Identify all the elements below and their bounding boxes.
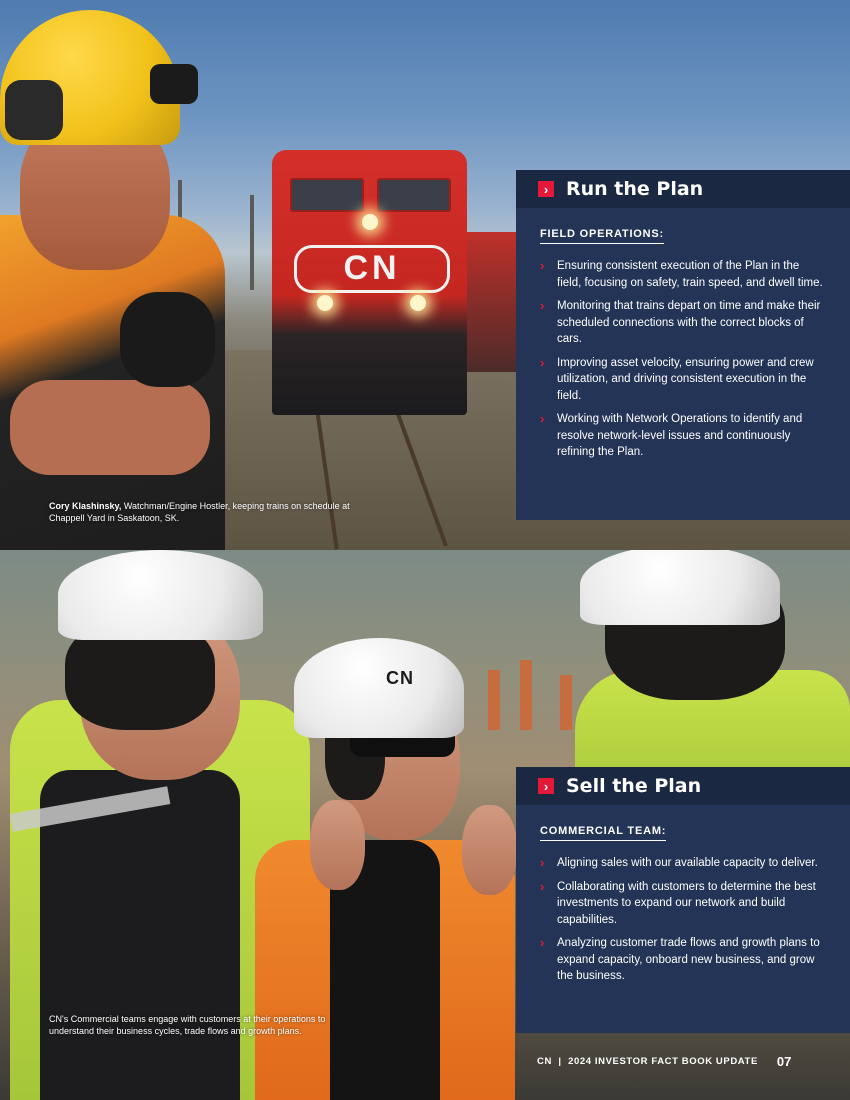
chevron-right-icon: › <box>538 181 554 197</box>
background-post <box>520 660 532 730</box>
panel-header <box>516 767 850 805</box>
bullet-item <box>540 935 826 985</box>
earmuff <box>5 80 63 140</box>
page-footer <box>537 1054 797 1069</box>
panel-title: Run the Plan <box>566 178 704 200</box>
bullet-text: Improving asset velocity, ensuring power and crew utilization, and driving consistent execution in the field. <box>557 356 814 402</box>
second-locomotive <box>462 232 522 372</box>
bullet-list <box>540 855 826 985</box>
page-number: 07 <box>776 1054 792 1069</box>
locomotive <box>272 150 467 415</box>
locomotive-headlight <box>362 214 378 230</box>
run-the-plan-panel <box>516 170 850 520</box>
background-post <box>488 670 500 730</box>
panel-body <box>516 805 850 985</box>
bullet-text: Monitoring that trains depart on time and make their scheduled connections with the correct blocks of cars. <box>557 300 821 345</box>
raised-hand <box>310 800 365 890</box>
chevron-right-icon: › <box>540 878 545 894</box>
bullet-text: Aligning sales with our available capacity to deliver. <box>557 857 818 869</box>
locomotive-window <box>377 178 451 212</box>
chevron-right-icon: › <box>540 258 545 273</box>
chevron-right-icon: › <box>540 298 545 313</box>
chevron-right-icon: › <box>538 778 554 794</box>
worker-arm <box>10 380 210 475</box>
white-hard-hat <box>294 638 464 738</box>
bullet-item <box>540 411 826 461</box>
raised-hand <box>462 805 517 895</box>
white-hard-hat <box>580 550 780 625</box>
bullet-item <box>540 879 826 929</box>
caption-text: Watchman/Engine Hostler, keeping trains on schedule at Chappell Yard in Saskatoon, SK. <box>49 501 350 523</box>
chevron-right-icon: › <box>540 855 545 870</box>
headlamp <box>150 64 198 104</box>
chevron-right-icon: › <box>540 411 545 426</box>
panel-header <box>516 170 850 208</box>
utility-pole <box>250 195 254 290</box>
sell-the-plan-panel <box>516 767 850 1033</box>
chevron-right-icon: › <box>540 935 545 950</box>
locomotive-headlight <box>317 295 333 311</box>
bullet-list <box>540 258 826 461</box>
section-label: COMMERCIAL TEAM: <box>540 825 666 841</box>
bullet-text: Collaborating with customers to determine the best investments to expand our network and build capabilities. <box>557 880 816 926</box>
photo-caption-top <box>49 500 369 524</box>
bullet-text: Ensuring consistent execution of the Plan in the field, focusing on safety, train speed, and dwell time. <box>557 260 823 289</box>
bullet-item <box>540 355 826 405</box>
caption-name: Cory Klashinsky, <box>49 501 122 511</box>
bullet-item <box>540 298 826 348</box>
bullet-item <box>540 258 826 291</box>
photo-caption-bottom: CN's Commercial teams engage with customers at their operations to understand their business cycles, trade flows and growth plans. <box>49 1014 326 1036</box>
section-label: FIELD OPERATIONS: <box>540 228 664 244</box>
background-post <box>560 675 572 730</box>
worker-glove <box>120 292 215 387</box>
bullet-text: Working with Network Operations to identify and resolve network-level issues and continuously refining the Plan. <box>557 413 803 458</box>
cn-train-logo: CN <box>294 245 450 293</box>
chevron-right-icon: › <box>540 354 545 370</box>
bullet-text: Analyzing customer trade flows and growth plans to expand capacity, onboard new business, and grow the business. <box>557 937 820 982</box>
bullet-item <box>540 855 826 872</box>
locomotive-window <box>290 178 364 212</box>
footer-text: CN | 2024 INVESTOR FACT BOOK UPDATE <box>537 1056 758 1067</box>
panel-title: Sell the Plan <box>566 775 702 797</box>
cn-helmet-logo: CN <box>386 668 414 688</box>
white-hard-hat <box>58 550 263 640</box>
locomotive-headlight <box>410 295 426 311</box>
panel-body <box>516 208 850 461</box>
